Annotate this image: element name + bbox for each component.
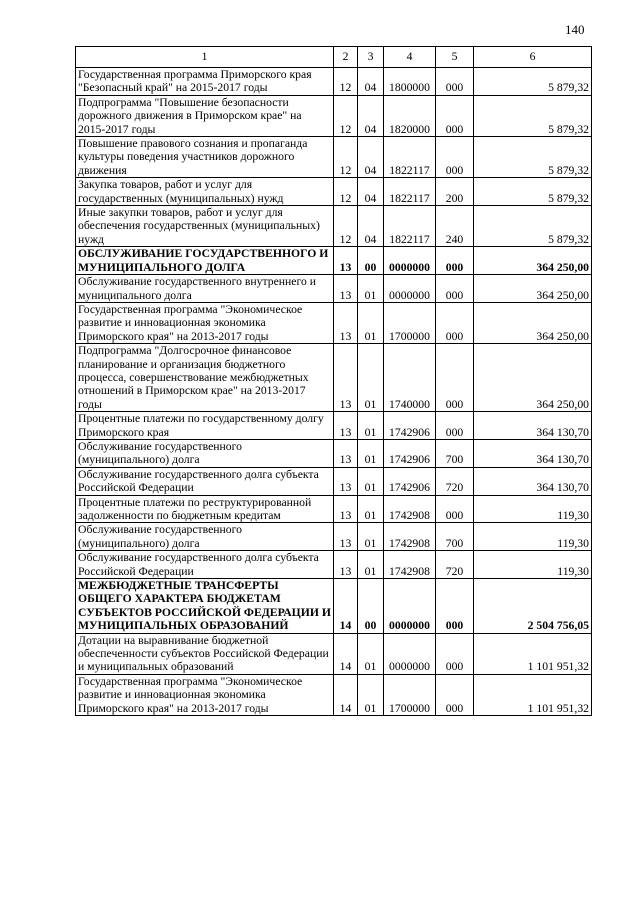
row-section: 12 (334, 137, 358, 178)
table-row (76, 633, 592, 674)
row-amount: 5 879,32 (474, 206, 592, 247)
row-expense-code: 700 (436, 523, 474, 551)
row-amount: 119,30 (474, 495, 592, 523)
table-row (76, 523, 592, 551)
row-expense-code: 000 (436, 412, 474, 440)
row-expense-code: 000 (436, 344, 474, 412)
row-subsection: 01 (358, 302, 384, 343)
row-subsection: 04 (358, 206, 384, 247)
row-target-code: 1742908 (384, 551, 436, 579)
row-name: Подпрограмма "Повышение безопасности дорожного движения в Приморском крае" на 2015-2017 годы (76, 95, 334, 136)
row-section: 13 (334, 412, 358, 440)
table-row (76, 344, 592, 412)
table-row (76, 247, 592, 275)
row-expense-code: 720 (436, 551, 474, 579)
row-expense-code: 000 (436, 302, 474, 343)
table-row (76, 206, 592, 247)
row-name: Обслуживание государственного (муниципального) долга (76, 523, 334, 551)
row-section: 13 (334, 523, 358, 551)
row-name: Обслуживание государственного (муниципального) долга (76, 439, 334, 467)
row-section: 13 (334, 439, 358, 467)
row-name: Обслуживание государственного долга субъекта Российской Федерации (76, 551, 334, 579)
column-header: 4 (384, 47, 436, 68)
row-expense-code: 000 (436, 68, 474, 96)
row-subsection: 01 (358, 674, 384, 715)
row-target-code: 1700000 (384, 674, 436, 715)
table-row (76, 137, 592, 178)
row-target-code: 0000000 (384, 275, 436, 303)
row-target-code: 1742908 (384, 495, 436, 523)
row-expense-code: 000 (436, 137, 474, 178)
row-expense-code: 240 (436, 206, 474, 247)
row-section: 12 (334, 206, 358, 247)
column-header: 3 (358, 47, 384, 68)
row-expense-code: 700 (436, 439, 474, 467)
row-amount: 119,30 (474, 523, 592, 551)
row-amount: 5 879,32 (474, 95, 592, 136)
row-section: 14 (334, 579, 358, 634)
row-name: Государственная программа "Экономическое развитие и инновационная экономика Приморского края" на 2013-2017 годы (76, 674, 334, 715)
row-target-code: 1700000 (384, 302, 436, 343)
row-amount: 1 101 951,32 (474, 633, 592, 674)
row-target-code: 1742906 (384, 439, 436, 467)
row-target-code: 1820000 (384, 95, 436, 136)
row-name: Подпрограмма "Долгосрочное финансовое планирование и организация бюджетного процесса, совершенствование межбюджетных отношений в Приморском крае" на 2013-2017 годы (76, 344, 334, 412)
row-amount: 5 879,32 (474, 68, 592, 96)
table-row (76, 275, 592, 303)
row-section: 14 (334, 633, 358, 674)
row-amount: 364 250,00 (474, 344, 592, 412)
header-row (76, 47, 592, 68)
row-expense-code: 000 (436, 495, 474, 523)
column-header: 5 (436, 47, 474, 68)
row-amount: 364 250,00 (474, 247, 592, 275)
table-body (76, 68, 592, 716)
column-header: 1 (76, 47, 334, 68)
row-amount: 364 130,70 (474, 412, 592, 440)
row-subsection: 01 (358, 412, 384, 440)
row-section: 13 (334, 302, 358, 343)
row-section: 13 (334, 344, 358, 412)
table-row (76, 551, 592, 579)
table-row (76, 439, 592, 467)
row-amount: 364 250,00 (474, 275, 592, 303)
table-row (76, 674, 592, 715)
budget-table (75, 46, 592, 716)
table-row (76, 467, 592, 495)
column-header: 2 (334, 47, 358, 68)
row-name: Обслуживание государственного долга субъекта Российской Федерации (76, 467, 334, 495)
row-section: 13 (334, 247, 358, 275)
row-subsection: 01 (358, 275, 384, 303)
row-name: Процентные платежи по государственному долгу Приморского края (76, 412, 334, 440)
row-subsection: 01 (358, 439, 384, 467)
row-target-code: 1822117 (384, 206, 436, 247)
row-target-code: 1800000 (384, 68, 436, 96)
table-row (76, 579, 592, 634)
row-subsection: 04 (358, 68, 384, 96)
row-subsection: 04 (358, 137, 384, 178)
row-section: 14 (334, 674, 358, 715)
row-amount: 364 130,70 (474, 467, 592, 495)
row-name: Иные закупки товаров, работ и услуг для обеспечения государственных (муниципальных) нужд (76, 206, 334, 247)
row-target-code: 1822117 (384, 137, 436, 178)
row-section: 12 (334, 95, 358, 136)
row-name: Государственная программа Приморского края "Безопасный край" на 2015-2017 годы (76, 68, 334, 96)
row-expense-code: 000 (436, 633, 474, 674)
row-subsection: 04 (358, 95, 384, 136)
row-target-code: 0000000 (384, 633, 436, 674)
row-subsection: 01 (358, 344, 384, 412)
row-expense-code: 000 (436, 247, 474, 275)
row-name: Закупка товаров, работ и услуг для государственных (муниципальных) нужд (76, 178, 334, 206)
row-section: 13 (334, 275, 358, 303)
row-amount: 119,30 (474, 551, 592, 579)
row-subsection: 01 (358, 495, 384, 523)
row-section: 13 (334, 551, 358, 579)
row-name: Дотации на выравнивание бюджетной обеспеченности субъектов Российской Федерации и муниципальных образований (76, 633, 334, 674)
row-target-code: 1742906 (384, 412, 436, 440)
row-expense-code: 000 (436, 95, 474, 136)
row-name: Государственная программа "Экономическое развитие и инновационная экономика Приморского края" на 2013-2017 годы (76, 302, 334, 343)
row-subsection: 01 (358, 523, 384, 551)
row-expense-code: 720 (436, 467, 474, 495)
row-name: ОБСЛУЖИВАНИЕ ГОСУДАРСТВЕННОГО И МУНИЦИПАЛЬНОГО ДОЛГА (76, 247, 334, 275)
table-row (76, 178, 592, 206)
page-number: 140 (565, 22, 585, 37)
row-expense-code: 000 (436, 275, 474, 303)
row-amount: 5 879,32 (474, 178, 592, 206)
table-row (76, 412, 592, 440)
row-target-code: 0000000 (384, 579, 436, 634)
table-row (76, 95, 592, 136)
row-subsection: 04 (358, 178, 384, 206)
row-section: 13 (334, 495, 358, 523)
row-name: Обслуживание государственного внутреннего и муниципального долга (76, 275, 334, 303)
row-amount: 364 250,00 (474, 302, 592, 343)
table-row (76, 68, 592, 96)
row-name: Процентные платежи по реструктурированной задолженности по бюджетным кредитам (76, 495, 334, 523)
row-subsection: 01 (358, 633, 384, 674)
row-target-code: 0000000 (384, 247, 436, 275)
column-header: 6 (474, 47, 592, 68)
row-subsection: 00 (358, 579, 384, 634)
row-subsection: 01 (358, 467, 384, 495)
row-section: 13 (334, 467, 358, 495)
row-section: 12 (334, 68, 358, 96)
row-expense-code: 200 (436, 178, 474, 206)
row-name: МЕЖБЮДЖЕТНЫЕ ТРАНСФЕРТЫ ОБЩЕГО ХАРАКТЕРА БЮДЖЕТАМ СУБЪЕКТОВ РОССИЙСКОЙ ФЕДЕРАЦИИ И МУНИЦИПАЛЬНЫХ ОБРАЗОВАНИЙ (76, 579, 334, 634)
row-section: 12 (334, 178, 358, 206)
row-amount: 364 130,70 (474, 439, 592, 467)
row-target-code: 1742908 (384, 523, 436, 551)
row-expense-code: 000 (436, 674, 474, 715)
row-amount: 5 879,32 (474, 137, 592, 178)
row-target-code: 1742906 (384, 467, 436, 495)
row-expense-code: 000 (436, 579, 474, 634)
row-name: Повышение правового сознания и пропаганда культуры поведения участников дорожного движения (76, 137, 334, 178)
row-amount: 2 504 756,05 (474, 579, 592, 634)
row-subsection: 01 (358, 551, 384, 579)
table-row (76, 495, 592, 523)
row-amount: 1 101 951,32 (474, 674, 592, 715)
table-row (76, 302, 592, 343)
row-subsection: 00 (358, 247, 384, 275)
row-target-code: 1822117 (384, 178, 436, 206)
row-target-code: 1740000 (384, 344, 436, 412)
